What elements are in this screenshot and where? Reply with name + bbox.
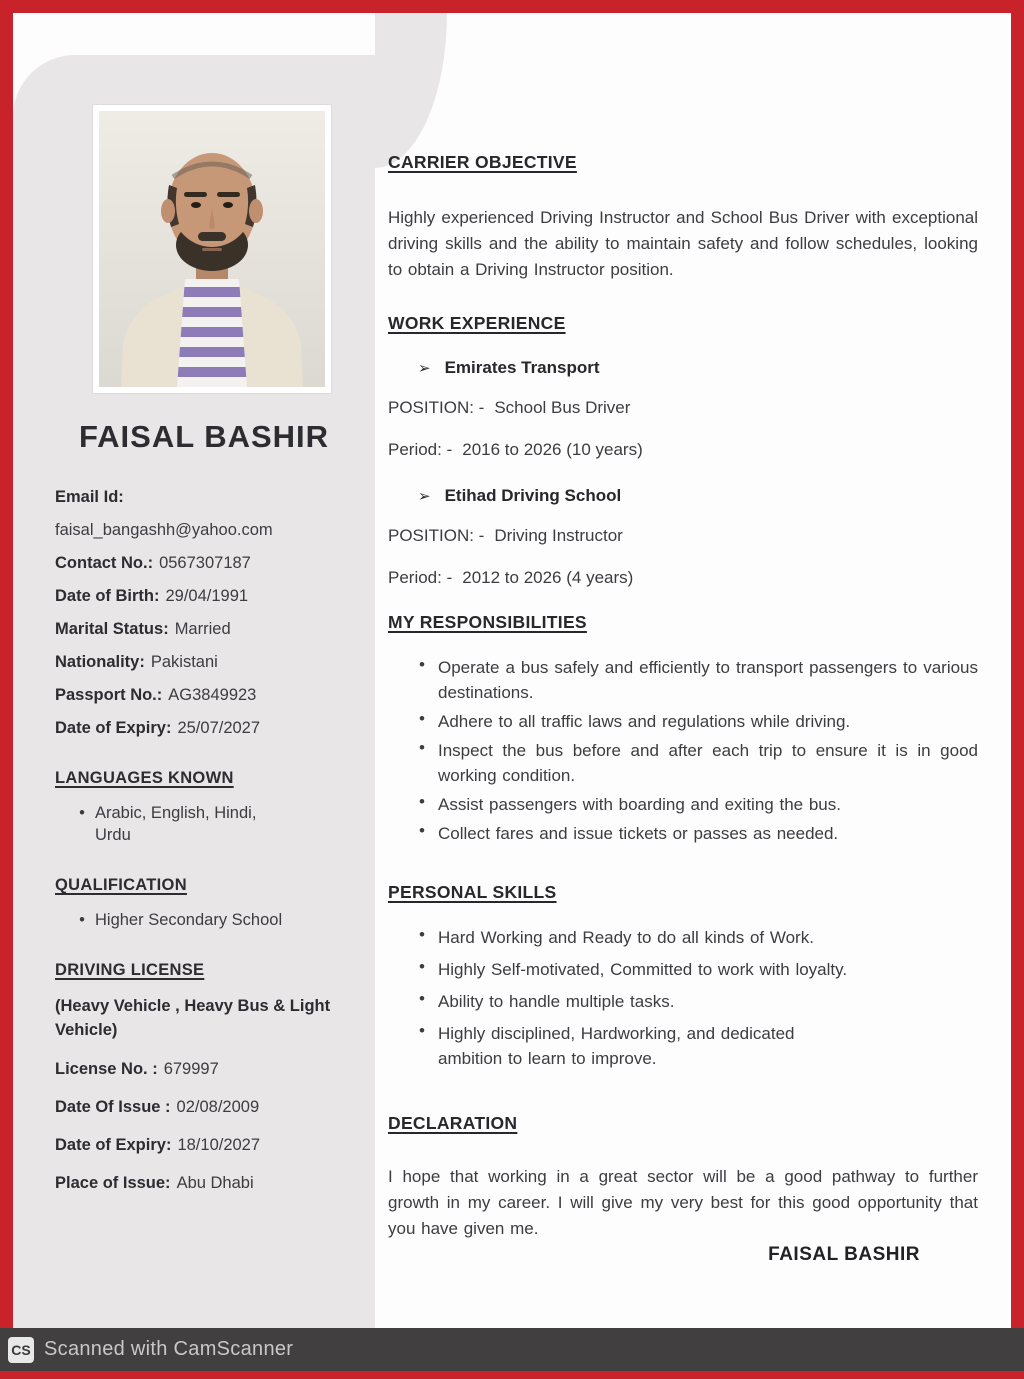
signature-name: FAISAL BASHIR	[768, 1244, 920, 1265]
license-number-row: License No. : 679997	[55, 1060, 219, 1078]
qualification-heading: QUALIFICATION	[55, 876, 187, 894]
arrow-bullet-icon: ➢	[418, 488, 431, 505]
page-border-right	[1011, 0, 1024, 1328]
bullet-icon: •	[79, 804, 85, 822]
main-content	[388, 152, 978, 1266]
camscanner-logo-icon: CS	[8, 1337, 34, 1363]
bullet-icon: •	[79, 911, 85, 929]
contact-row-email-value: faisal_bangashh@yahoo.com	[55, 521, 273, 539]
bullet-icon: •	[419, 989, 425, 1008]
list-item: • Highly disciplined, Hardworking, and dedicated ambition to learn to improve.	[388, 1021, 978, 1071]
list-item: • Collect fares and issue tickets or passes as needed.	[388, 821, 978, 846]
bullet-icon: •	[419, 1021, 425, 1040]
bullet-icon: •	[419, 709, 425, 728]
page-border-top	[0, 0, 1024, 13]
responsibilities-heading: MY RESPONSIBILITIES	[388, 612, 587, 632]
license-issue-date-row: Date Of Issue : 02/08/2009	[55, 1098, 260, 1116]
period-row-1: Period: - 2016 to 2026 (10 years)	[388, 440, 643, 459]
license-categories: (Heavy Vehicle , Heavy Bus & Light Vehicle)	[55, 997, 331, 1039]
bullet-icon: •	[419, 738, 425, 757]
list-item: • Hard Working and Ready to do all kinds of Work.	[388, 925, 978, 950]
personal-skills-heading: PERSONAL SKILLS	[388, 882, 557, 902]
bullet-icon: •	[419, 957, 425, 976]
camscanner-text: Scanned with CamScanner	[44, 1338, 294, 1360]
personal-skills-list	[388, 925, 978, 1071]
responsibilities-list	[388, 655, 978, 846]
bullet-icon: •	[419, 792, 425, 811]
list-item: • Inspect the bus before and after each trip to ensure it is in good working condition.	[388, 738, 978, 788]
work-experience-heading: WORK EXPERIENCE	[388, 313, 566, 333]
contact-row-email-label: Email Id:	[55, 488, 124, 506]
list-item: • Ability to handle multiple tasks.	[388, 989, 978, 1014]
work-company-1: ➢ Emirates Transport	[418, 358, 600, 377]
portrait-illustration	[99, 111, 325, 387]
arrow-bullet-icon: ➢	[418, 360, 431, 377]
page-border-bottom	[0, 1371, 1024, 1379]
driving-license-heading: DRIVING LICENSE	[55, 961, 205, 979]
declaration-heading: DECLARATION	[388, 1113, 518, 1133]
bullet-icon: •	[419, 925, 425, 944]
position-row-2: POSITION: - Driving Instructor	[388, 526, 623, 545]
license-issue-place-row: Place of Issue: Abu Dhabi	[55, 1174, 254, 1192]
languages-heading: LANGUAGES KNOWN	[55, 769, 234, 787]
position-row-1: POSITION: - School Bus Driver	[388, 398, 631, 417]
contact-row-nationality: Nationality: Pakistani	[55, 653, 218, 671]
list-item: • Operate a bus safely and efficiently to transport passengers to various destinations.	[388, 655, 978, 705]
contact-row-birthdate: Date of Birth: 29/04/1991	[55, 587, 249, 605]
contact-details	[55, 487, 353, 739]
objective-heading: CARRIER OBJECTIVE	[388, 152, 577, 172]
language-item: • Arabic, English, Hindi, Urdu	[55, 802, 353, 846]
list-item: • Assist passengers with boarding and exiting the bus.	[388, 792, 978, 817]
period-row-2: Period: - 2012 to 2026 (4 years)	[388, 568, 634, 587]
camscanner-footer	[0, 1328, 1024, 1371]
portrait-photo	[93, 105, 331, 393]
qualification-item: • Higher Secondary School	[55, 909, 353, 931]
contact-row-passport-expiry: Date of Expiry: 25/07/2027	[55, 719, 261, 737]
license-expiry-date-row: Date of Expiry: 18/10/2027	[55, 1136, 261, 1154]
page-border-left	[0, 0, 13, 1328]
candidate-name: FAISAL BASHIR	[78, 419, 330, 454]
declaration-text: I hope that working in a great sector will be a good pathway to further growth in my career. I will give my very best for this good opportunity that you have given me.	[388, 1167, 978, 1238]
sidebar	[13, 55, 375, 1328]
bullet-icon: •	[419, 821, 425, 840]
sidebar-curve-decoration	[375, 13, 447, 168]
contact-row-passport: Passport No.: AG3849923	[55, 686, 257, 704]
contact-row-phone: Contact No.: 0567307187	[55, 554, 251, 572]
objective-text: Highly experienced Driving Instructor and School Bus Driver with exceptional driving skills and the ability to maintain safety and follow schedules, looking to obtain a Driving Instructor position.	[388, 208, 978, 279]
work-company-2: ➢ Etihad Driving School	[418, 486, 622, 505]
bullet-icon: •	[419, 655, 425, 674]
list-item: • Adhere to all traffic laws and regulations while driving.	[388, 709, 978, 734]
contact-row-marital-status: Marital Status: Married	[55, 620, 231, 638]
list-item: • Highly Self-motivated, Committed to work with loyalty.	[388, 957, 978, 982]
